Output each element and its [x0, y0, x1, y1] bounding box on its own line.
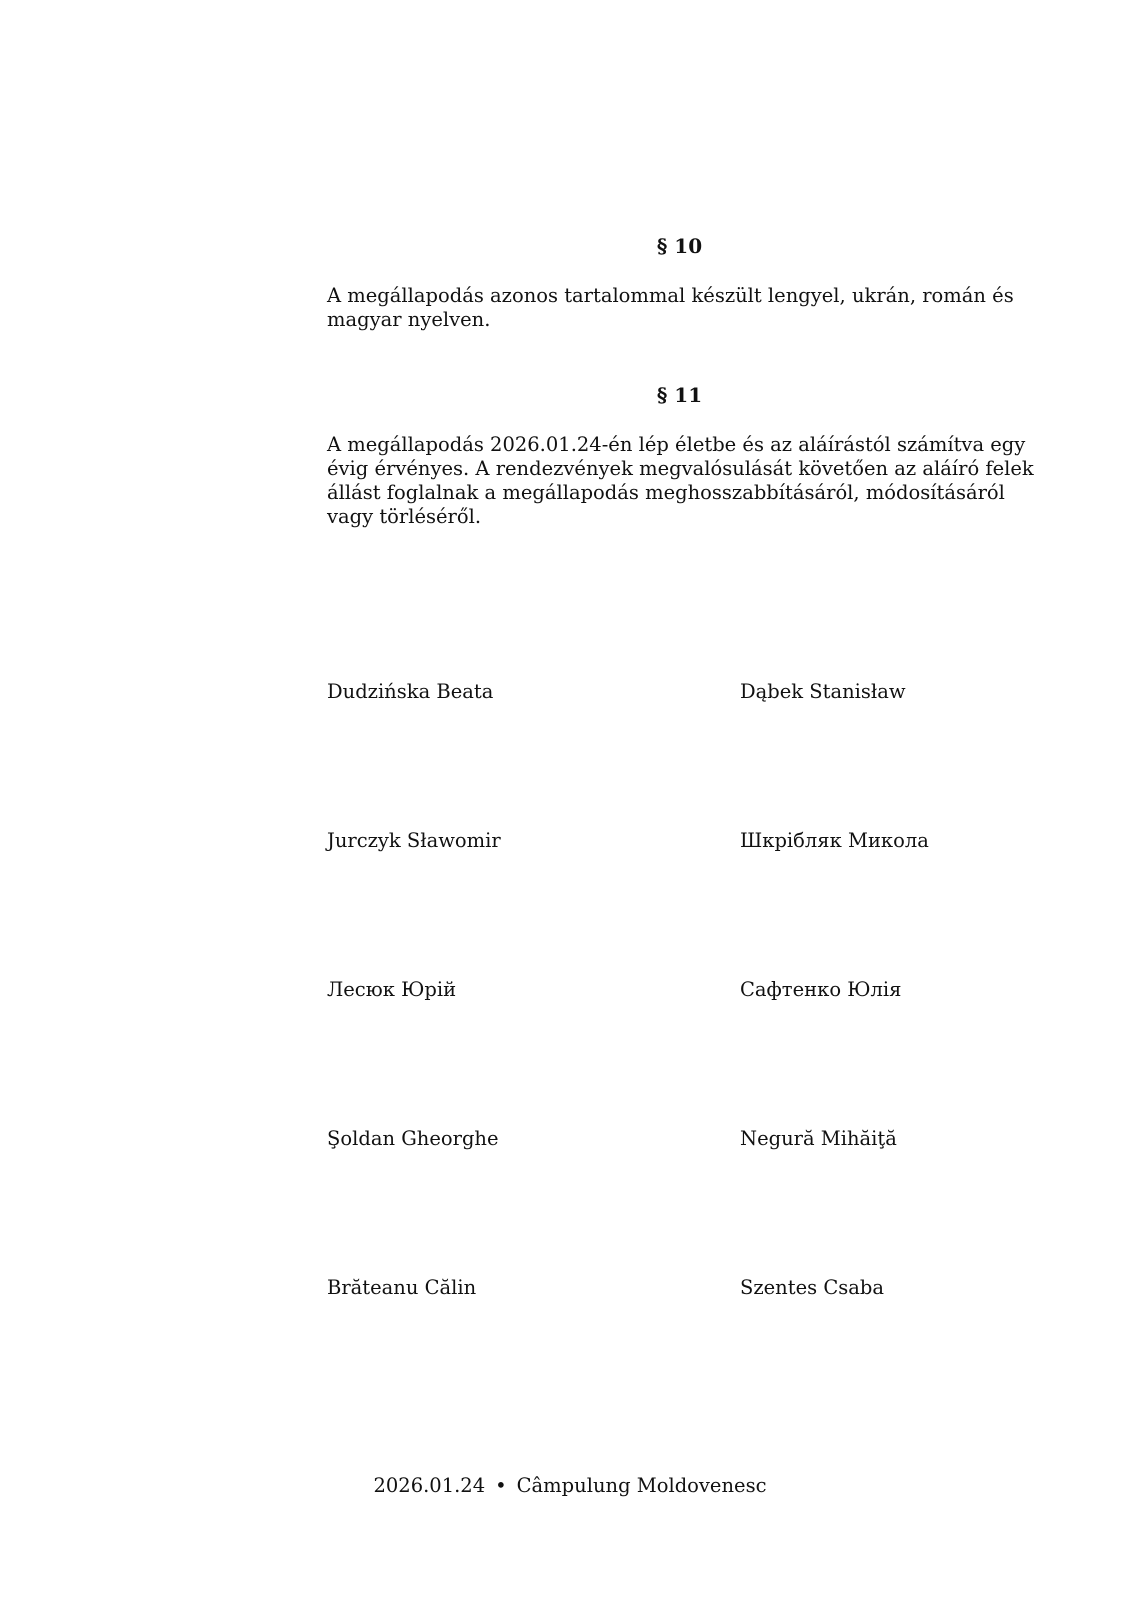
signatory-name: Шкрібляк Микола [740, 829, 929, 852]
signatory-name: Negură Mihăiţă [740, 1127, 897, 1150]
date-place-footer [0, 1474, 1140, 1498]
section-11-text: A megállapodás 2026.01.24-én lép életbe és az aláírástól számítva egy évig érvényes. A rendezvények megvalósulását követően az aláíró felek állást foglalnak a megállapodás meghosszabbításáról, módosításáról vagy törléséről. [327, 433, 1034, 528]
section-heading-10: § 10 [656, 234, 703, 258]
signatory-name: Şoldan Gheorghe [327, 1127, 499, 1150]
signatory-name: Szentes Csaba [740, 1276, 884, 1299]
signatory-name: Лесюк Юрій [327, 978, 457, 1001]
section-10-text: A megállapodás azonos tartalommal készült lengyel, ukrán, román és magyar nyelven. [327, 284, 1014, 331]
signatory-name: Dudzińska Beata [327, 680, 494, 703]
footer-place: Câmpulung Moldovenesc [516, 1474, 767, 1497]
signatory-name: Brăteanu Călin [327, 1276, 477, 1299]
signatory-name: Dąbek Stanisław [740, 680, 906, 703]
section-heading-11: § 11 [656, 383, 703, 407]
footer-separator: • [495, 1474, 507, 1497]
footer-date: 2026.01.24 [373, 1474, 486, 1497]
signatory-name: Jurczyk Sławomir [327, 829, 501, 852]
signatory-name: Сафтенко Юлія [740, 978, 902, 1001]
